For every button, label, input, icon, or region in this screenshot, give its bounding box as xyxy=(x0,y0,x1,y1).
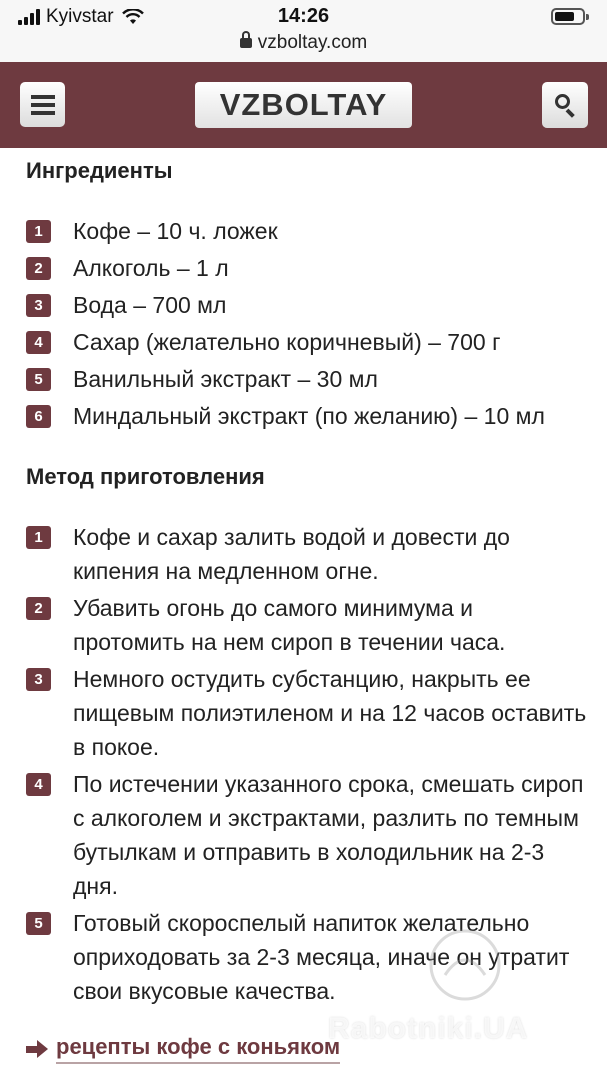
watermark: Rabotniki.UA xyxy=(328,1012,529,1045)
method-list xyxy=(0,520,607,1011)
search-button[interactable] xyxy=(542,82,588,128)
step-number: 2 xyxy=(26,597,51,620)
ingredients-list xyxy=(0,214,607,436)
menu-button[interactable] xyxy=(20,82,65,127)
search-icon xyxy=(555,94,570,109)
step-text: Убавить огонь до самого минимума и протомить на нем сироп в течении часа. xyxy=(73,595,506,655)
ingredient-item xyxy=(0,288,607,325)
ingredient-item xyxy=(0,325,607,362)
step-number: 4 xyxy=(26,773,51,796)
method-step xyxy=(0,591,607,659)
ingredient-text: Вода – 700 мл xyxy=(73,292,227,318)
status-bar xyxy=(0,0,607,62)
site-logo[interactable]: VZBOLTAY xyxy=(195,82,412,128)
carrier-label: Kyivstar xyxy=(46,6,114,27)
item-number: 4 xyxy=(26,331,51,354)
ingredient-text: Сахар (желательно коричневый) – 700 г xyxy=(73,329,501,355)
step-number: 5 xyxy=(26,912,51,935)
ingredient-item xyxy=(0,399,607,436)
arrow-right-icon xyxy=(26,1040,48,1058)
address-bar[interactable] xyxy=(0,32,607,54)
related-link-text: рецепты кофе с коньяком xyxy=(56,1034,340,1064)
step-number: 1 xyxy=(26,526,51,549)
ingredient-text: Кофе – 10 ч. ложек xyxy=(73,218,278,244)
ingredient-text: Ванильный экстракт – 30 мл xyxy=(73,366,378,392)
ingredient-text: Миндальный экстракт (по желанию) – 10 мл xyxy=(73,403,545,429)
battery-icon xyxy=(551,8,585,25)
item-number: 1 xyxy=(26,220,51,243)
ingredient-text: Алкоголь – 1 л xyxy=(73,255,229,281)
site-header xyxy=(0,62,607,148)
ingredient-item xyxy=(0,251,607,288)
step-text: По истечении указанного срока, смешать сироп с алкоголем и экстрактами, разлить по темным бутылкам и отправить в холодильник на 2-3 дня. xyxy=(73,771,584,899)
related-recipes-link[interactable] xyxy=(26,1034,340,1064)
watermark-logo-icon xyxy=(425,925,505,1005)
url-text: vzboltay.com xyxy=(257,32,368,53)
menu-icon xyxy=(31,95,55,99)
step-number: 3 xyxy=(26,668,51,691)
method-step xyxy=(0,906,607,1008)
lock-icon xyxy=(240,38,252,48)
clock: 14:26 xyxy=(277,5,330,27)
method-title: Метод приготовления xyxy=(26,464,265,489)
method-step xyxy=(0,520,607,588)
ingredient-item xyxy=(0,362,607,399)
step-text: Кофе и сахар залить водой и довести до кипения на медленном огне. xyxy=(73,524,510,584)
item-number: 3 xyxy=(26,294,51,317)
item-number: 2 xyxy=(26,257,51,280)
item-number: 6 xyxy=(26,405,51,428)
step-text: Готовый скороспелый напиток желательно оприходовать за 2-3 месяца, иначе он утратит свои вкусовые качества. xyxy=(73,910,570,1004)
method-step xyxy=(0,767,607,903)
step-text: Немного остудить субстанцию, накрыть ее пищевым полиэтиленом и на 12 часов оставить в покое. xyxy=(73,666,587,760)
ingredient-item xyxy=(0,214,607,251)
method-step xyxy=(0,662,607,764)
item-number: 5 xyxy=(26,368,51,391)
ingredients-title: Ингредиенты xyxy=(26,158,173,183)
